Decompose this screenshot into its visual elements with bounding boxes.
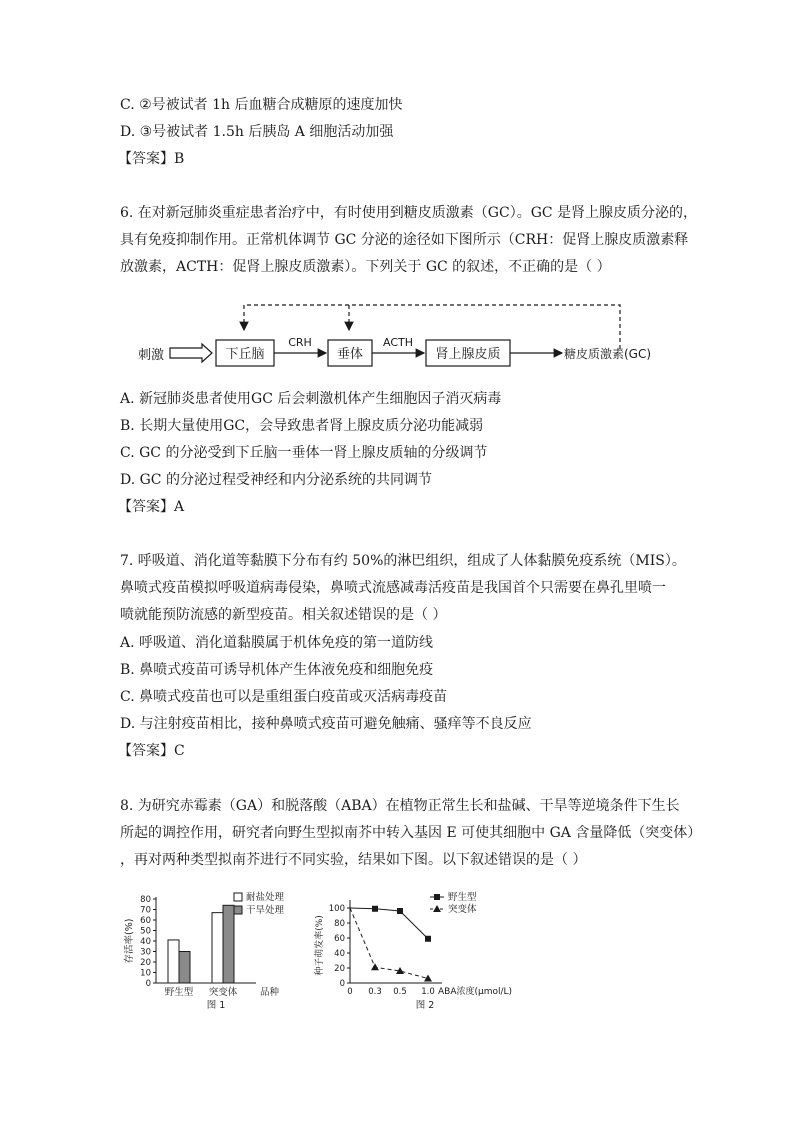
q6-stem-line-1: 6. 在对新冠肺炎重症患者治疗中，有时使用到糖皮质激素（GC）。GC 是肾上腺皮质分泌的， [120, 205, 698, 221]
fig1-y-tick-label: 10 [140, 968, 151, 979]
q7-stem-line-2: 鼻喷式疫苗模拟呼吸道病毒侵染，鼻喷式流感减毒活疫苗是我国首个只需要在鼻孔里喷一 [120, 580, 666, 596]
fig2-x-tick-label: 1.0 [421, 987, 435, 997]
figure-1-bar-chart [120, 888, 310, 1013]
fig2-x-tick-label: 0.5 [393, 987, 407, 997]
acth-label: ACTH [382, 336, 414, 349]
fig1-y-tick-label: 70 [140, 905, 151, 916]
q8-stem-line-2: 所起的调控作用，研究者向野生型拟南芥中转入基因 E 可使其细胞中 GA 含量降低（突变体） [120, 825, 702, 841]
fig1-legend-label: 耐盐处理 [246, 892, 285, 903]
fig2-y-tick-label: 60 [334, 934, 345, 944]
q5-option-d: D. ③号被试者 1.5h 后胰岛 A 细胞活动加强 [120, 124, 394, 140]
fig2-x-tick-label: 0 [347, 987, 353, 997]
figure-2-line-chart [310, 888, 540, 1013]
fig1-bar-耐盐处理 [212, 913, 223, 983]
q6-stem-line-3: 放激素，ACTH：促肾上腺皮质激素）。下列关于 GC 的叙述，不正确的是（ ） [120, 259, 611, 275]
fig2-series-line-突变体 [350, 908, 428, 979]
fig2-legend-marker [433, 905, 441, 912]
stimulus-label: 刺激 [138, 348, 165, 363]
q7-option-d: D. 与注射疫苗相比，接种鼻喷式疫苗可避免触痛、骚痒等不良反应 [120, 716, 532, 732]
q6-answer: 【答案】A [118, 499, 185, 515]
fig1-y-tick-label: 60 [140, 916, 151, 926]
fig2-point-野生型 [425, 936, 431, 942]
fig1-bar-耐盐处理 [168, 940, 179, 983]
hollow-arrow-icon [170, 344, 212, 362]
fig1-title: 图 1 [206, 1000, 226, 1011]
fig2-y-tick-label: 40 [334, 949, 345, 959]
crh-label: CRH [288, 336, 312, 349]
q6-option-c: C. GC 的分泌受到下丘脑一垂体一肾上腺皮质轴的分级调节 [120, 445, 488, 461]
fig1-category-label: 野生型 [164, 987, 194, 998]
fig1-y-tick-label: 20 [140, 958, 151, 968]
hypothalamus-label: 下丘脑 [225, 347, 265, 362]
fig2-y-tick-label: 20 [334, 964, 345, 974]
fig2-y-tick-label: 80 [334, 919, 345, 929]
fig1-y-tick-label: 0 [145, 979, 151, 989]
fig1-bar-干旱处理 [223, 905, 234, 983]
fig2-y-axis-label: 种子萌发率(%) [315, 915, 325, 976]
fig2-point-突变体 [371, 963, 379, 970]
fig2-legend-label: 突变体 [448, 904, 477, 915]
fig2-x-axis-label: ABA浓度(μmol/L) [438, 987, 513, 997]
fig2-y-tick-label: 0 [339, 979, 345, 989]
fig2-series-line-野生型 [350, 908, 428, 939]
q6-option-b: B. 长期大量使用GC，会导致患者肾上腺皮质分泌功能减弱 [120, 418, 484, 434]
fig1-y-axis-label: 存活率(%) [124, 918, 135, 964]
fig2-legend-marker [434, 894, 440, 900]
fig1-bar-干旱处理 [179, 952, 190, 984]
q6-option-d: D. GC 的分泌过程受神经和内分泌系统的共同调节 [120, 472, 432, 488]
gc-output-label: 糖皮质激素(GC) [564, 347, 652, 361]
fig2-x-tick-label: 0.3 [368, 987, 382, 997]
fig1-y-tick-label: 30 [140, 947, 151, 958]
fig2-title: 图 2 [415, 1000, 435, 1011]
fig1-legend-swatch [234, 906, 242, 914]
fig2-legend-label: 野生型 [448, 892, 477, 903]
fig1-category-label: 突变体 [208, 987, 238, 998]
q8-stem-line-3: ，再对两种类型拟南芥进行不同实验，结果如下图。以下叙述错误的是（ ） [120, 852, 587, 868]
pituitary-label: 垂体 [336, 347, 364, 362]
q5-option-c: C. ②号被试者 1h 后血糖合成糖原的速度加快 [120, 97, 403, 113]
fig1-legend-label: 干旱处理 [246, 905, 285, 916]
fig2-y-tick-label: 100 [328, 904, 345, 914]
q6-option-a: A. 新冠肺炎患者使用GC 后会刺激机体产生细胞因子消灭病毒 [120, 391, 502, 407]
fig1-x-axis-label: 品种 [260, 987, 280, 998]
q6-stem-line-2: 具有免疫抑制作用。正常机体调节 GC 分泌的途径如下图所示（CRH：促肾上腺皮质激素释 [120, 232, 689, 248]
fig1-y-tick-label: 50 [140, 926, 151, 937]
q5-answer: 【答案】B [118, 151, 185, 167]
fig2-point-野生型 [397, 908, 403, 914]
q7-option-b: B. 鼻喷式疫苗可诱导机体产生体液免疫和细胞免疫 [120, 662, 434, 678]
adrenal-cortex-label: 肾上腺皮质 [435, 347, 501, 362]
gc-regulation-diagram [130, 295, 670, 375]
fig1-y-tick-label: 40 [140, 937, 151, 947]
q7-stem-line-3: 喷就能预防流感的新型疫苗。相关叙述错误的是（ ） [120, 607, 447, 623]
q8-stem-line-1: 8. 为研究赤霉素（GA）和脱落酸（ABA）在植物正常生长和盐碱、干旱等逆境条件下生长 [120, 798, 680, 814]
q7-answer: 【答案】C [118, 743, 185, 759]
fig2-point-野生型 [372, 906, 378, 912]
fig1-y-tick-label: 80 [140, 895, 151, 905]
q7-stem-line-1: 7. 呼吸道、消化道等黏膜下分布有约 50%的淋巴组织，组成了人体黏膜免疫系统（MIS）。 [120, 553, 686, 569]
fig1-legend-swatch [234, 893, 242, 901]
q7-option-c: C. 鼻喷式疫苗也可以是重组蛋白疫苗或灭活病毒疫苗 [120, 689, 448, 705]
q7-option-a: A. 呼吸道、消化道黏膜属于机体免疫的第一道防线 [120, 635, 434, 651]
